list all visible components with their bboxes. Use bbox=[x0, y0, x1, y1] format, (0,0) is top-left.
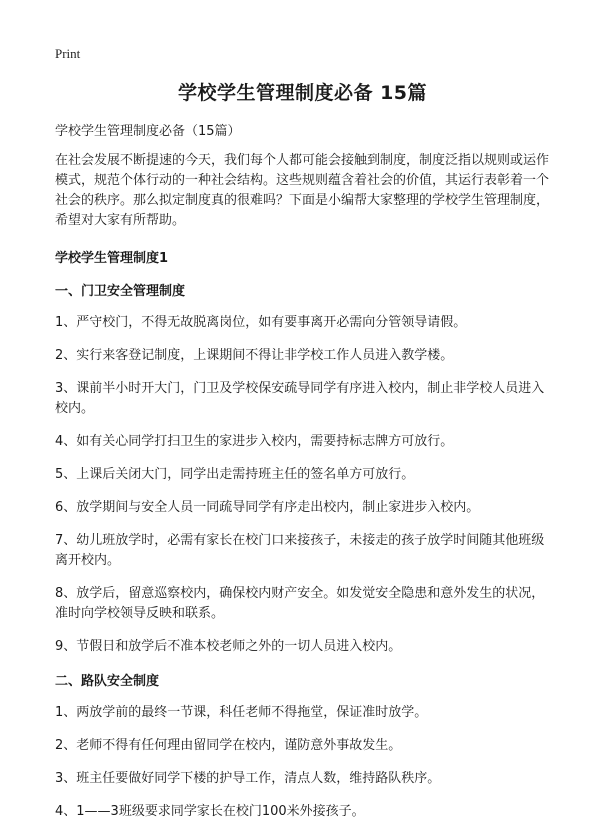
intro-paragraph: 在社会发展不断提速的今天，我们每个人都可能会接触到制度，制度泛指以规则或运作模式，规范个体行动的一种社会结构。这些规则蕴含着社会的价值，其运行表彰着一个社会的秩序。那么拟定制度真的很难吗？下面是小编帮大家整理的学校学生管理制度，希望对大家有所帮助。 bbox=[55, 153, 550, 228]
regulation-heading: 学校学生管理制度1 bbox=[55, 251, 169, 266]
list-item: 1、两放学前的最终一节课，科任老师不得拖堂，保证准时放学。 bbox=[55, 705, 428, 720]
list-item: 3、班主任要做好同学下楼的护导工作，清点人数，维持路队秩序。 bbox=[55, 771, 441, 786]
list-item: 4、如有关心同学打扫卫生的家进步入校内，需要持标志牌方可放行。 bbox=[55, 434, 454, 449]
section-heading: 二、路队安全制度 bbox=[55, 674, 160, 689]
list-item: 3、课前半小时开大门，门卫及学校保安疏导同学有序进入校内，制止非学校人员进入校内。 bbox=[55, 381, 545, 416]
section-heading: 一、门卫安全管理制度 bbox=[55, 284, 186, 299]
list-item: 2、实行来客登记制度，上课期间不得让非学校工作人员进入教学楼。 bbox=[55, 348, 454, 363]
list-item: 1、严守校门，不得无故脱离岗位，如有要事离开必需向分管领导请假。 bbox=[55, 315, 467, 330]
list-item: 8、放学后，留意巡察校内，确保校内财产安全。如发觉安全隐患和意外发生的状况，准时向学校领导反映和联系。 bbox=[55, 586, 545, 621]
document-page bbox=[55, 78, 550, 835]
print-link[interactable]: Print bbox=[55, 46, 81, 61]
document-title: 学校学生管理制度必备 15篇 bbox=[177, 82, 428, 104]
list-item: 2、老师不得有任何理由留同学在校内，谨防意外事故发生。 bbox=[55, 738, 402, 753]
list-item: 6、放学期间与安全人员一同疏导同学有序走出校内，制止家进步入校内。 bbox=[55, 500, 480, 515]
list-item: 7、幼儿班放学时，必需有家长在校门口来接孩子，未接走的孩子放学时间随其他班级离开校内。 bbox=[55, 533, 545, 568]
document-subtitle: 学校学生管理制度必备（15篇） bbox=[55, 124, 241, 139]
list-item: 4、1——3班级要求同学家长在校门100米外接孩子。 bbox=[55, 804, 365, 819]
list-item: 9、节假日和放学后不准本校老师之外的一切人员进入校内。 bbox=[55, 639, 402, 654]
list-item: 5、上课后关闭大门，同学出走需持班主任的签名单方可放行。 bbox=[55, 467, 415, 482]
